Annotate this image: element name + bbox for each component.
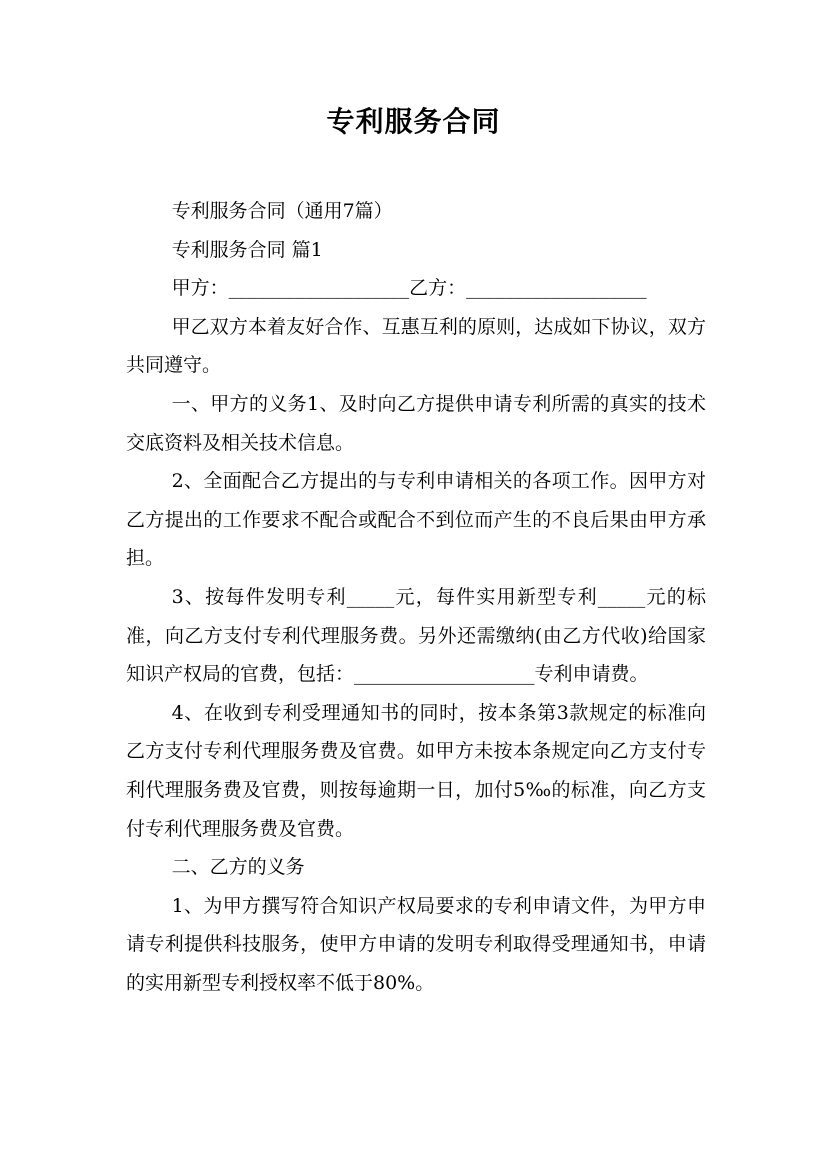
document-title: 专利服务合同 [326, 105, 501, 138]
paragraph-subtitle: 专利服务合同（通用7篇） [171, 200, 393, 222]
paragraph-party-b-duty-1: 1、为甲方撰写符合知识产权局要求的专利申请文件，为甲方申请专利提供科技服务，使甲方申请的发明专利取得受理通知书，申请的实用新型专利授权率不低于80%。 [126, 894, 706, 994]
paragraph-section-heading: 专利服务合同 篇1 [171, 238, 323, 261]
paragraph-party-a-duty-1: 一、甲方的义务1、及时向乙方提供申请专利所需的真实的技术交底资料及相关技术信息。 [126, 392, 706, 454]
paragraph-parties: 甲方：___________________乙方：___________________ [171, 277, 647, 300]
paragraph-party-a-duty-4: 4、在收到专利受理通知书的同时，按本条第3款规定的标准向乙方支付专利代理服务费及官费。如甲方未按本条规定向乙方支付专利代理服务费及官费，则按每逾期一日，加付5‰的标准，向乙方支付专利代理服务费及官费。 [126, 701, 706, 840]
paragraph-party-a-duty-3: 3、按每件发明专利_____元，每件实用新型专利_____元的标准，向乙方支付专利代理服务费。另外还需缴纳(由乙方代收)给国家知识产权局的官费，包括：___________________专利申请费。 [126, 585, 706, 686]
paragraph-party-b-heading: 二、乙方的义务 [171, 856, 305, 879]
paragraph-party-a-duty-2: 2、全面配合乙方提出的与专利申请相关的各项工作。因甲方对乙方提出的工作要求不配合或配合不到位而产生的不良后果由甲方承担。 [126, 470, 706, 570]
document-body [126, 192, 706, 1002]
paragraph-preamble: 甲乙双方本着友好合作、互惠互利的原则，达成如下协议，双方共同遵守。 [126, 315, 706, 377]
